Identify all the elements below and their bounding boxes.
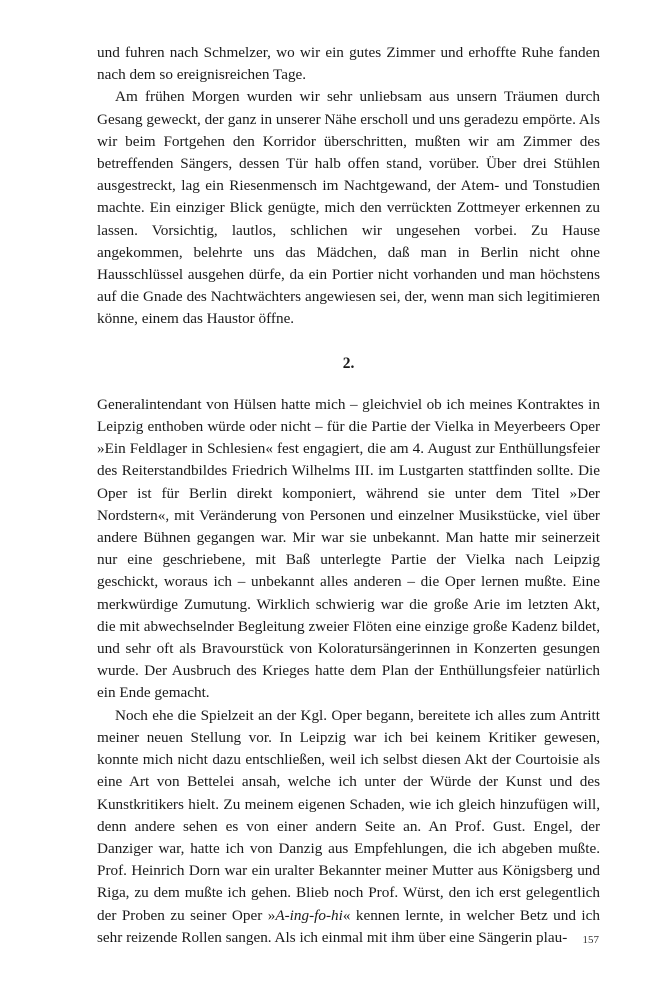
paragraph: Am frühen Morgen wurden wir sehr unliebsam aus unsern Träumen durch Gesang geweckt, der ganz in unserer Nähe erscholl und uns geradezu empörte. Als wir beim Fortgehen den Korridor überschritten, mußten wir am Zimmer des betreffenden Sängers, dessen Tür halb offen stand, vorüber. Über drei Stühlen ausgestreckt, lag ein Riesenmensch im Nachtgewand, der Atem- und Tonstudien machte. Ein einziger Blick genügte, mich den verrückten Zottmeyer erkennen zu lassen. Vorsichtig, lautlos, schlichen wir ungesehen vorbei. Zu Hause angekommen, belehrte uns das Mädchen, daß man in Berlin nicht ohne Hausschlüssel ausgehen dürfe, da ein Portier nicht vorhanden und man höchstens auf die Gnade des Nachtwächters angewiesen sei, der, wenn man sich legitimieren könne, einem das Haustor öffne. bbox=[97, 88, 600, 328]
opera-title: A-ing-fo-hi bbox=[275, 906, 343, 924]
page-number: 157 bbox=[582, 934, 599, 946]
book-page bbox=[97, 42, 600, 949]
paragraph-text: « kennen lernte, in welcher Betz und ich sehr reizende Rollen sangen. Als ich einmal mit ihm über eine Sängerin plau- bbox=[97, 906, 600, 946]
paragraph: und fuhren nach Schmelzer, wo wir ein gutes Zimmer und erhoffte Ruhe fanden nach dem so ereignisreichen Tage. bbox=[97, 44, 600, 84]
paragraph-text: Noch ehe die Spielzeit an der Kgl. Oper begann, bereitete ich alles zum Antritt meiner neuen Stellung vor. In Leipzig war ich bei keinem Kritiker gewesen, konnte mich nicht dazu entschließen, weil ich selbst diesen Akt der Courtoisie als eine Art von Bettelei ansah, welche ich unter der Würde der Kunst und des Kunstkritikers hielt. Zu meinem eigenen Schaden, wie ich gleich hinzufügen will, denn andere sehen es von einer andern Seite an. An Prof. Gust. Engel, der Danziger war, hatte ich von Danzig aus Empfehlungen, die ich abgeben mußte. Prof. Heinrich Dorn war ein uralter Bekannter meiner Mutter aus Königsberg und Riga, zu dem mußte ich gehen. Blieb noch Prof. Würst, den ich erst gelegentlich der Proben zu seiner Oper » bbox=[97, 706, 600, 924]
paragraph: Generalintendant von Hülsen hatte mich – gleichviel ob ich meines Kontraktes in Leipzig enthoben würde oder nicht – für die Partie der Vielka in Meyerbeers Oper »Ein Feldlager in Schlesien« fest engagiert, die am 4. August zur Enthüllungsfeier des Reiterstandbildes Friedrich Wilhelms III. im Lustgarten stattfinden sollte. Die Oper ist für Berlin direkt komponiert, während sie unter dem Titel »Der Nordstern«, mit Veränderung von Personen und einzelner Musikstücke, viel über andere Bühnen gegangen war. Mir war sie unbekannt. Man hatte mir seinerzeit nur eine geschriebene, mit Baß unterlegte Partie der Vielka nach Leipzig geschickt, woraus ich – unbekannt alles anderen – die Oper lernen mußte. Eine merkwürdige Zumutung. Wirklich schwierig war die große Arie im letzten Akt, die mit abwechselnder Begleitung zweier Flöten eine einzige große Kadenz bildet, und sehr oft als Bravourstück von Koloratursängerinnen in Konzerten gesungen wurde. Der Ausbruch des Krieges hatte dem Plan der Enthüllungsfeier natürlich ein Ende gemacht. bbox=[97, 395, 600, 702]
chapter-heading: 2. bbox=[342, 354, 355, 372]
paragraph bbox=[97, 705, 600, 949]
